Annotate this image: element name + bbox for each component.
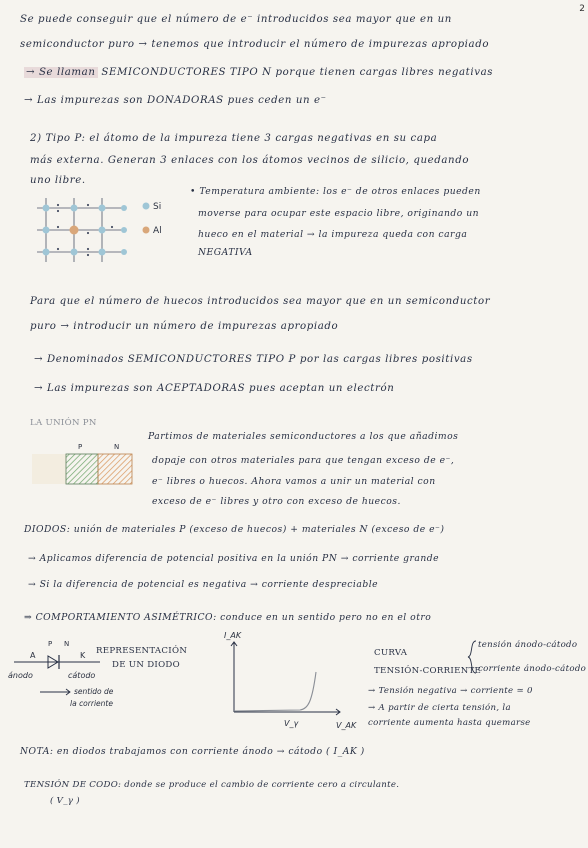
text-line: → Tensión negativa → corriente ≃ 0 [368,686,533,696]
highlighted-text: → Se llaman [26,67,96,78]
text-line: → Denominados SEMICONDUCTORES TIPO P por las cargas libres positivas [34,354,473,365]
text-line: semiconductor puro → tenemos que introducir el número de impurezas apropiado [20,39,490,50]
diode-a-label: A [30,651,36,660]
pn-junction-figure [32,440,142,490]
text-line: exceso de e⁻ libres y otro con exceso de huecos. [152,496,401,507]
text-line: uno libre. [30,175,86,186]
text-line: TENSIÓN-CORRIENTE [374,666,482,676]
text-line: e⁻ libres o huecos. Ahora vamos a unir un material con [152,476,436,487]
legend-al-label: Al [153,226,162,236]
sentido-label: sentido de [74,687,114,696]
pn-n-label: N [114,443,120,451]
diode-k-label: K [80,651,86,660]
axis-x-label: V_AK [336,721,357,730]
text-line: Se puede conseguir que el número de e⁻ introducidos sea mayor que en un [20,14,452,25]
iv-curve-figure [220,632,360,732]
text-line: → Las impurezas son ACEPTADORAS pues aceptan un electrón [34,383,395,394]
text-line: corriente aumenta hasta quemarse [368,718,531,728]
text-line: → Se llaman SEMICONDUCTORES TIPO N porque tienen cargas libres negativas [26,67,494,78]
axis-vy-label: V_γ [284,719,299,728]
corriente-label: la corriente [70,699,113,708]
bullet-line: NEGATIVA [198,247,253,258]
diode-p-label: P [48,640,53,648]
legend-si-dot [143,203,150,210]
bullet-line: moverse para ocupar este espacio libre, originando un [198,208,480,219]
legend-al-dot [143,227,150,234]
text-line: puro → introducir un número de impurezas apropiado [30,321,339,332]
text-line: CURVA [374,648,408,658]
diode-n-label: N [64,640,70,648]
anodo-label: ánodo [8,671,33,680]
text-line: → Si la diferencia de potencial es negativa → corriente despreciable [28,579,379,590]
text-line: TENSIÓN DE CODO: donde se produce el cambio de corriente cero a circulante. [24,780,400,790]
text-line: ( V_γ ) [50,796,80,806]
lattice-legend [140,200,180,240]
text-line: más externa. Generan 3 enlaces con los átomos vecinos de silicio, quedando [30,155,470,166]
bullet-line: hueco en el material → la impureza queda con carga [198,229,468,240]
catodo-label: cátodo [68,671,96,680]
text-line: NOTA: en diodos trabajamos con corriente ánodo → cátodo ( I_AK ) [20,746,365,757]
text-line: → Aplicamos diferencia de potencial positiva en la unión PN → corriente grande [28,553,440,564]
text-line: corriente ánodo-cátodo [478,664,587,674]
text-line: ⇒ COMPORTAMIENTO ASIMÉTRICO: conduce en un sentido pero no en el otro [24,612,432,623]
text-line: → A partir de cierta tensión, la [368,703,511,713]
bullet-line: • Temperatura ambiente: los e⁻ de otros enlaces pueden [190,186,481,197]
text-line: dopaje con otros materiales para que tengan exceso de e⁻, [152,455,455,466]
text-line: Para que el número de huecos introducidos sea mayor que en un semiconductor [30,296,491,307]
section-title: LA UNIÓN PN [30,418,97,428]
iv-curve-line [234,672,316,711]
text-line: DE UN DIODO [112,660,180,670]
text-line: Partimos de materiales semiconductores a los que añadimos [148,431,459,442]
text-line: REPRESENTACIÓN [96,646,188,656]
text-line: DIODOS: unión de materiales P (exceso de huecos) + materiales N (exceso de e⁻) [24,524,445,535]
legend-si-label: Si [153,202,162,212]
text-line: tensión ánodo-cátodo [478,640,578,650]
page-number: 2 [579,4,585,14]
diode-symbol-figure [8,636,114,716]
crystal-lattice-figure [32,196,142,266]
text-line: 2) Tipo P: el átomo de la impureza tiene 3 cargas negativas en su capa [30,133,438,144]
axis-y-label: I_AK [224,631,242,640]
text-line: → Las impurezas son DONADORAS pues ceden un e⁻ [24,95,327,106]
brace [467,640,477,674]
pn-p-label: P [78,443,83,451]
